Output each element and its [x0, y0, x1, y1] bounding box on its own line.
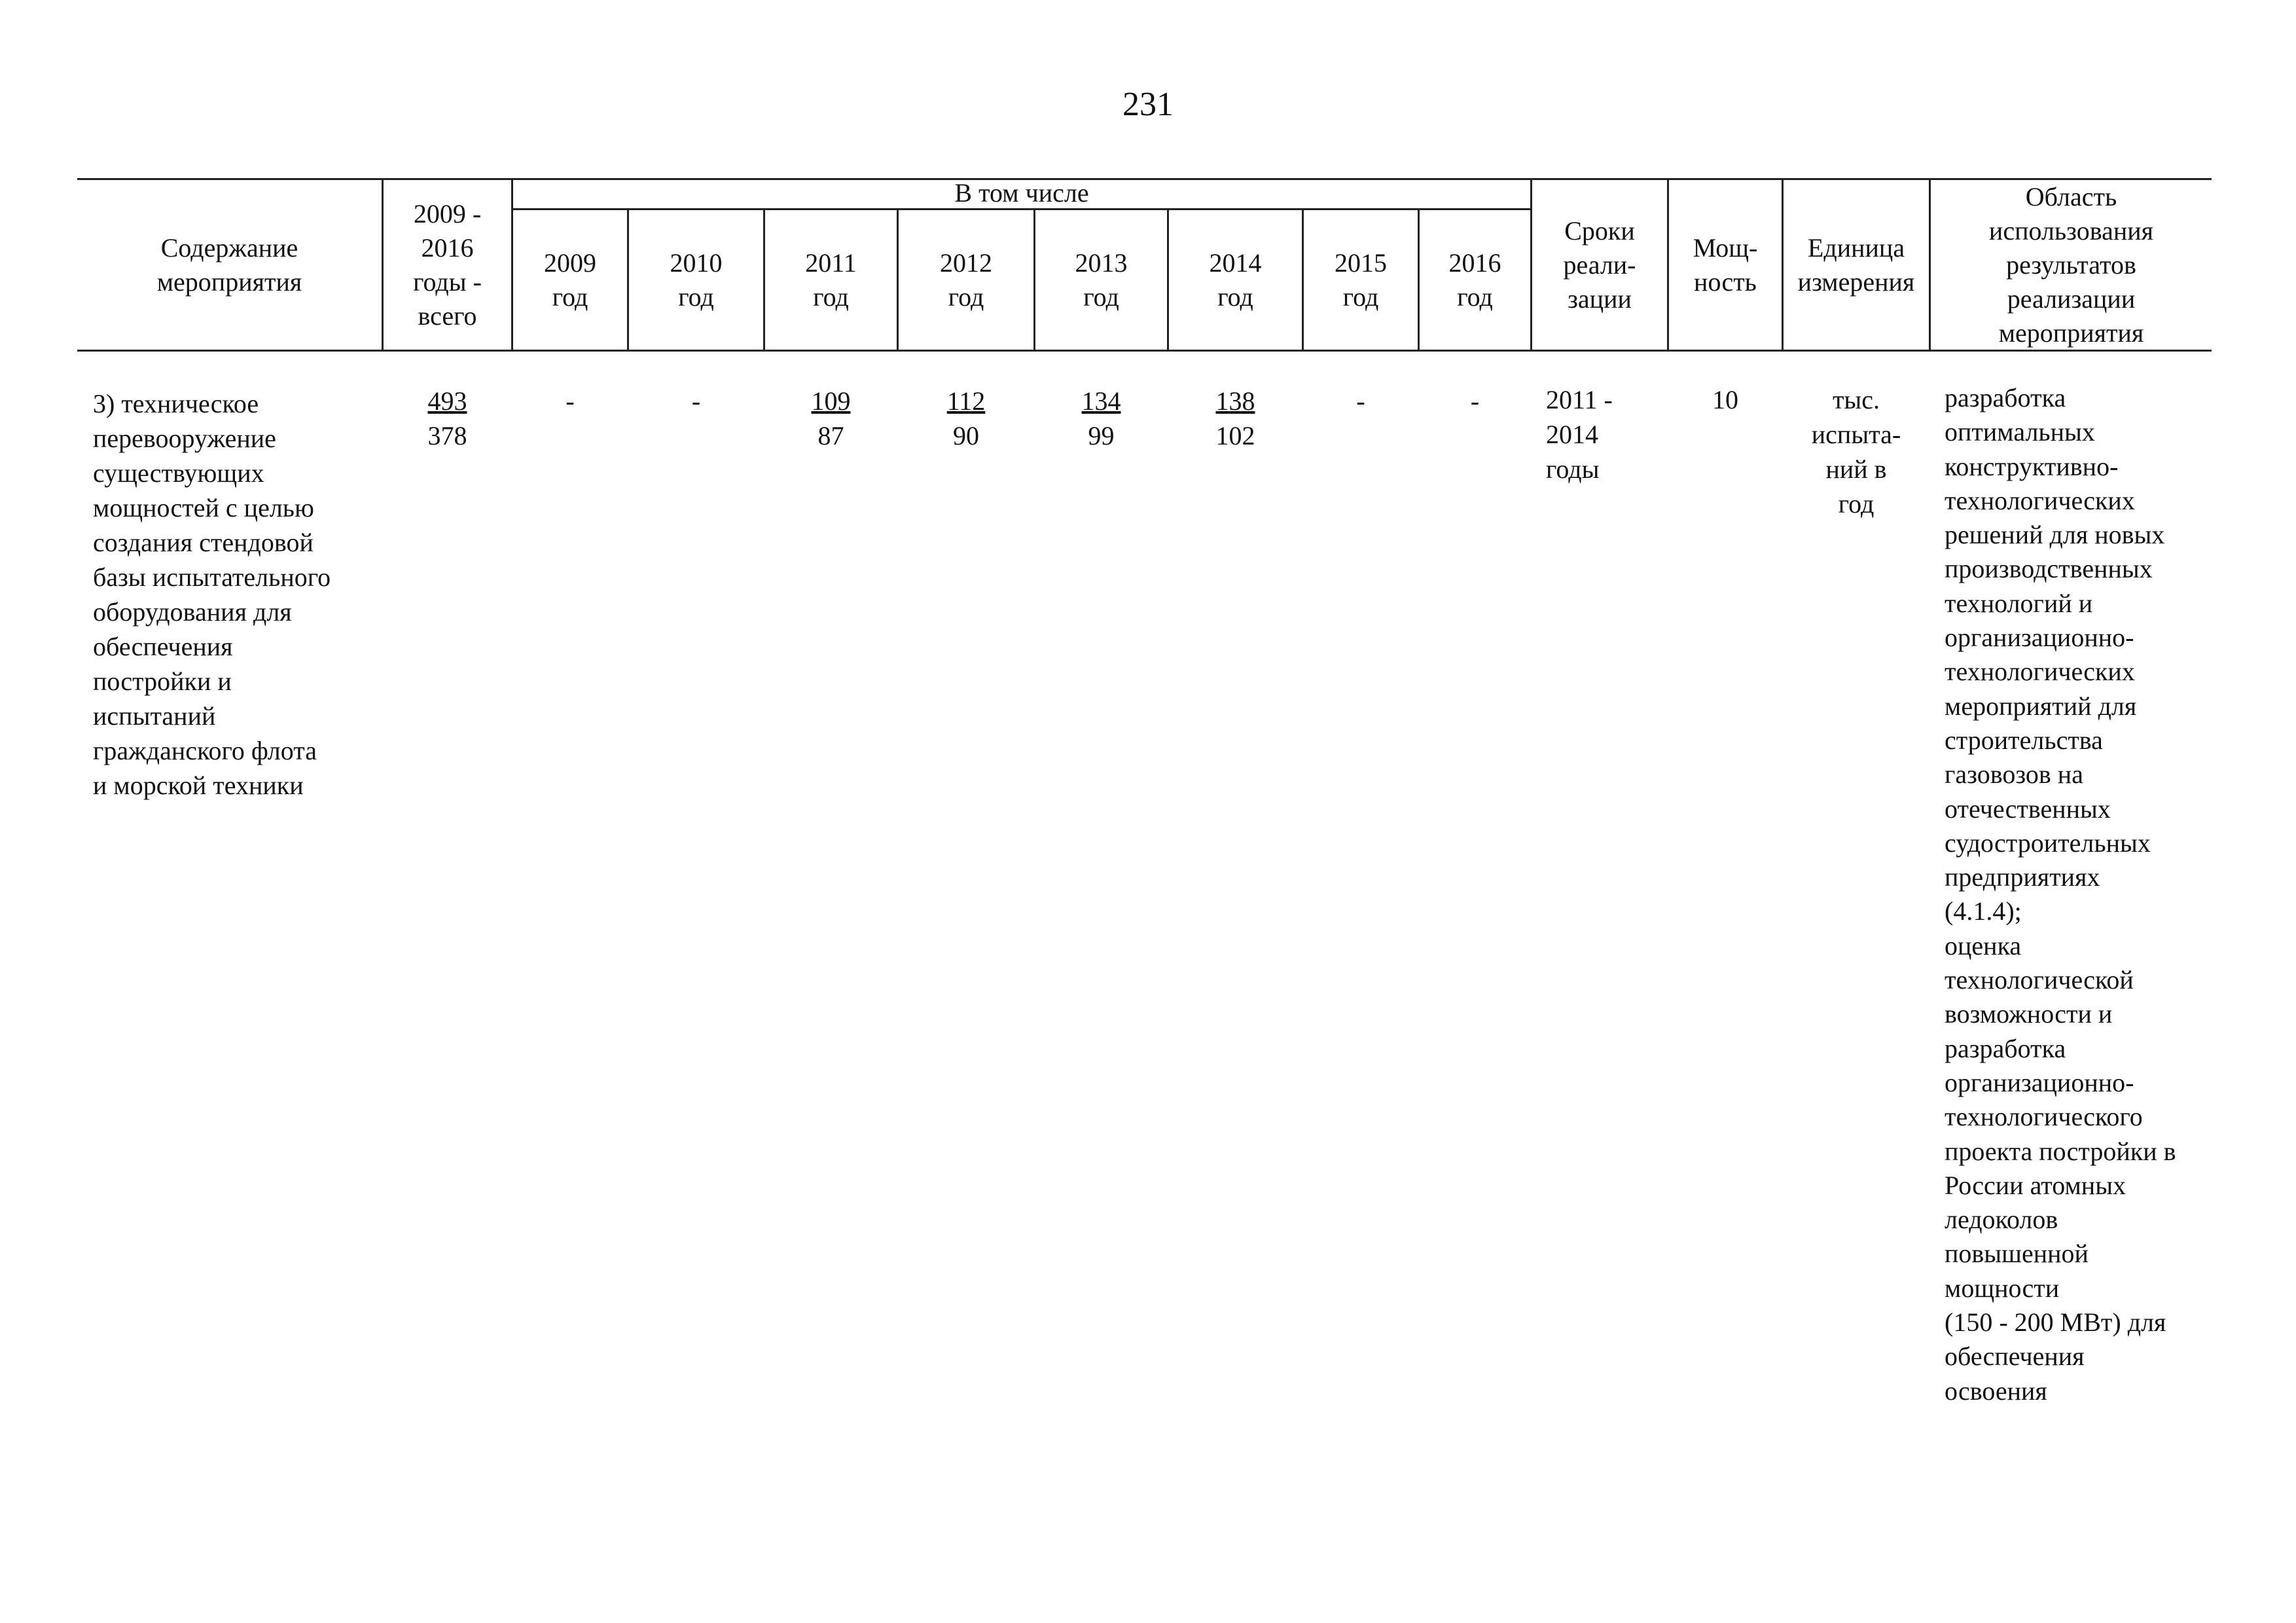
- row-content: 3) техническое перевооружение существующих мощностей с целью создания стендовой базы испытательного оборудования для обеспечения постройки и испытаний гражданского флота и морской техники: [93, 389, 331, 800]
- row-year-2015: -: [1356, 386, 1365, 416]
- row-year-2014: 138 102: [1215, 386, 1255, 450]
- total-value-top: 493: [427, 386, 467, 416]
- header-capacity: Мощ- ность: [1693, 232, 1758, 297]
- row-year-2009: -: [565, 386, 575, 416]
- header-year-2010: 2010 год: [670, 247, 723, 312]
- row-unit: тыс. испыта- ний в год: [1811, 385, 1901, 519]
- total-value-bottom: 378: [427, 421, 467, 450]
- row-year-2012: 112 90: [946, 386, 986, 450]
- header-year-2014: 2014 год: [1209, 247, 1262, 312]
- header-terms: Сроки реали- зации: [1563, 215, 1636, 314]
- header-year-2011: 2011 год: [805, 247, 857, 312]
- row-year-2010: -: [691, 386, 701, 416]
- header-unit: Единица измерения: [1797, 232, 1915, 297]
- row-capacity: 10: [1712, 385, 1738, 414]
- row-area: разработка оптимальных конструктивно- технологических решений для новых производственных технологий и организационно- технологических мероприятий для строительства газовозов на отечественных судостроительных предприятиях (4.1.4); оценка технологической возможности и разработка организационно- технологического проекта постройки в России атомных ледоколов повышенной мощности (150 - 200 МВт) для обеспечения освоения: [1945, 383, 2176, 1406]
- header-year-2015: 2015 год: [1335, 247, 1387, 312]
- header-total: 2009 - 2016 годы - всего: [413, 198, 482, 331]
- row-total: [384, 384, 511, 453]
- header-year-2016: 2016 год: [1448, 247, 1501, 312]
- header-including: В том числе: [954, 178, 1089, 208]
- header-year-2012: 2012 год: [940, 247, 992, 312]
- row-year-2013: 134 99: [1081, 386, 1121, 450]
- header-year-2009: 2009 год: [544, 247, 596, 312]
- row-year-2016: -: [1470, 386, 1480, 416]
- header-area: Область использования результатов реализации мероприятия: [1988, 181, 2154, 348]
- row-terms: 2011 - 2014 годы: [1546, 385, 1613, 484]
- page-number: 231: [1122, 86, 1174, 123]
- header-year-2013: 2013 год: [1075, 247, 1128, 312]
- row-year-2011: 109 87: [811, 386, 851, 450]
- header-content: Содержание мероприятия: [156, 232, 302, 297]
- header-bottom-rule: [77, 350, 2212, 352]
